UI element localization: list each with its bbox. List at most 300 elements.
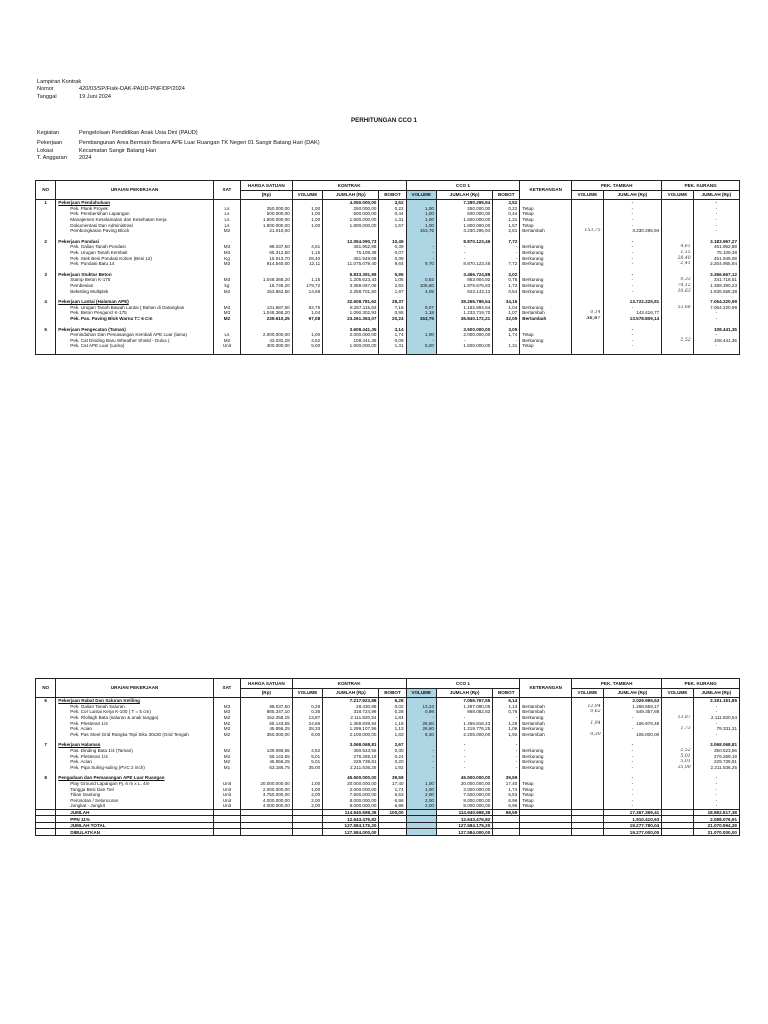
tambah-jumlah-cell: - bbox=[603, 239, 662, 245]
total-row bbox=[36, 829, 740, 836]
cco-bobot-cell: - bbox=[493, 748, 520, 754]
sat-cell: Ls bbox=[213, 211, 240, 217]
empty-cell bbox=[56, 349, 214, 355]
sat-cell: Ls bbox=[213, 206, 240, 212]
kontrak-volume-cell: 5,01 bbox=[292, 759, 322, 765]
no-cell: 4 bbox=[36, 299, 56, 305]
cco-bobot-cell: 6,96 bbox=[493, 803, 520, 809]
sat-cell: M2 bbox=[213, 316, 240, 322]
kurang-jumlah-cell: 21.070.000,00 bbox=[693, 829, 739, 836]
cco-bobot-cell: 0,44 bbox=[493, 211, 520, 217]
kontrak-jumlah-cell: 1.500.000,00 bbox=[323, 343, 379, 349]
contract-header bbox=[37, 79, 185, 101]
uraian-cell: Pek. Cor Lantai Kerja K-100 ( T = 5 cm) bbox=[56, 709, 214, 715]
kontrak-jumlah-cell: 7.500.000,00 bbox=[323, 792, 379, 798]
keterangan-cell: Tetap bbox=[520, 332, 572, 338]
sat-cell: M2 bbox=[213, 288, 240, 294]
cco-jumlah-cell: 8.870.123,46 bbox=[436, 261, 492, 267]
uraian-cell: Pek. Pas Steel Grid Rangka Tepi Siku 30x30 (Grid Tengah bbox=[56, 732, 214, 738]
tambah-jumlah-cell: - bbox=[603, 217, 662, 223]
cco-volume-cell bbox=[406, 829, 436, 836]
cco-bobot-cell: 32,05 bbox=[493, 316, 520, 322]
uraian-cell: Pekerjaan Rabat Dan Saluran Keliling bbox=[56, 698, 214, 704]
kontrak-bobot-cell: 5,95 bbox=[379, 272, 406, 278]
kurang-volume-cell: 35,00 bbox=[662, 765, 694, 771]
cco-bobot-cell bbox=[493, 816, 520, 823]
cco-volume-cell: 1,00 bbox=[406, 786, 436, 792]
cco-bobot-cell: 0,75 bbox=[493, 277, 520, 283]
tambah-jumlah-cell: 143.416,77 bbox=[603, 310, 662, 316]
no-cell: 2 bbox=[36, 239, 56, 245]
keterangan-cell: Berkurang bbox=[520, 337, 572, 343]
cco-volume-cell: - bbox=[406, 250, 436, 256]
sat-cell: M2 bbox=[213, 337, 240, 343]
tambah-jumlah-cell: - bbox=[603, 792, 662, 798]
cco-bobot-cell: 1,31 bbox=[493, 343, 520, 349]
kurang-jumlah-cell: 350.523,56 bbox=[693, 748, 739, 754]
kontrak-jumlah-cell: 108.441,35 bbox=[323, 337, 379, 343]
kontrak-jumlah-cell: 8.000.000,00 bbox=[323, 803, 379, 809]
cco-volume-cell: 2,00 bbox=[406, 803, 436, 809]
cco-volume-cell: 26,60 bbox=[406, 726, 436, 732]
kurang-volume-cell: 74,12 bbox=[662, 283, 694, 289]
no-cell bbox=[36, 822, 56, 829]
table-2-body bbox=[36, 698, 740, 836]
kontrak-bobot-cell: 1,18 bbox=[379, 720, 406, 726]
cco-jumlah-cell: - bbox=[436, 250, 492, 256]
sat-cell: M2 bbox=[213, 715, 240, 721]
cco-jumlah-cell: 127.584.000,00 bbox=[436, 829, 492, 836]
harga-cell: 2.000.000,00 bbox=[240, 332, 292, 338]
kurang-jumlah-cell: - bbox=[693, 792, 739, 798]
cco-jumlah-cell: 1.233.719,70 bbox=[436, 310, 492, 316]
empty-cell bbox=[520, 349, 572, 355]
kontrak-bobot-cell: 0,02 bbox=[379, 704, 406, 710]
kontrak-volume-cell: 1,00 bbox=[292, 217, 322, 223]
total-row bbox=[36, 822, 740, 829]
cco-bobot-cell: 1,04 bbox=[493, 305, 520, 311]
harga-cell: 65.312,50 bbox=[240, 250, 292, 256]
header-harga: HARGA SATUAN bbox=[240, 181, 292, 191]
keterangan-cell: Berkurang bbox=[520, 753, 572, 759]
kontrak-jumlah-cell: 451.949,08 bbox=[323, 255, 379, 261]
cco-bobot-cell: 1,06 bbox=[493, 726, 520, 732]
cco-volume-cell: 1,00 bbox=[406, 217, 436, 223]
kontrak-bobot-cell: 3,52 bbox=[379, 200, 406, 206]
kurang-jumlah-cell: 3.068.068,81 bbox=[693, 742, 739, 748]
keterangan-cell: Bertambah bbox=[520, 316, 572, 322]
tambah-jumlah-cell: - bbox=[603, 715, 662, 721]
header-volume: VOLUME bbox=[572, 191, 604, 200]
no-cell bbox=[36, 829, 56, 836]
cco-jumlah-cell: - bbox=[436, 244, 492, 250]
empty-cell bbox=[662, 349, 694, 355]
lokasi-row bbox=[37, 148, 320, 155]
project-info bbox=[37, 130, 320, 162]
uraian-cell: Bekisting Multiplek bbox=[56, 288, 214, 294]
kontrak-bobot-cell: 6,96 bbox=[379, 798, 406, 804]
total-label: JUMLAH bbox=[56, 809, 214, 816]
keterangan-cell: Berkurang bbox=[520, 715, 572, 721]
uraian-cell: Titian Gantung bbox=[56, 792, 214, 798]
harga-cell: 139.096,65 bbox=[240, 748, 292, 754]
harga-cell: 45.856,25 bbox=[240, 726, 292, 732]
kontrak-bobot-cell bbox=[379, 829, 406, 836]
tambah-jumlah-cell: - bbox=[603, 798, 662, 804]
cco-bobot-cell: 0,76 bbox=[493, 709, 520, 715]
kontrak-jumlah-cell: 1.205.623,43 bbox=[323, 277, 379, 283]
uraian-cell: Dokumentasi Dan Administrasi bbox=[56, 222, 214, 228]
cco-jumlah-cell: 114.940.698,38 bbox=[436, 809, 492, 816]
kontrak-volume-cell: 1,00 bbox=[292, 786, 322, 792]
kurang-jumlah-cell: 7.064.220,99 bbox=[693, 299, 739, 305]
cco-volume-cell: 2,00 bbox=[406, 798, 436, 804]
empty-cell bbox=[572, 349, 604, 355]
tambah-jumlah-cell: 19.277.780,04 bbox=[603, 822, 662, 829]
tambah-jumlah-cell: - bbox=[603, 255, 662, 261]
kontrak-bobot-cell: 100,00 bbox=[379, 809, 406, 816]
cco-volume-cell: 1,00 bbox=[406, 211, 436, 217]
harga-cell: 1.800.000,00 bbox=[240, 222, 292, 228]
cco-bobot-cell: - bbox=[493, 244, 520, 250]
header-harga: HARGA SATUAN bbox=[240, 679, 292, 689]
harga-cell: 98.037,50 bbox=[240, 704, 292, 710]
harga-cell: 4.000.000,00 bbox=[240, 798, 292, 804]
uraian-cell: Pek. Pondasi Batu 14 bbox=[56, 261, 214, 267]
kontrak-jumlah-cell: 6.833.391,99 bbox=[323, 272, 379, 278]
uraian-cell: Pek. Acian bbox=[56, 759, 214, 765]
kontrak-bobot-cell: 0,28 bbox=[379, 709, 406, 715]
kontrak-jumlah-cell: 8.000.000,00 bbox=[323, 798, 379, 804]
uraian-cell: Play Ground Lapangan Pj. 6 m x L. 4m bbox=[56, 781, 214, 787]
cco-table-2 bbox=[35, 678, 740, 836]
kurang-volume-cell bbox=[662, 816, 694, 823]
keterangan-cell: Berkurang bbox=[520, 726, 572, 732]
kontrak-volume-cell: 2,52 bbox=[292, 748, 322, 754]
cco-jumlah-cell: 8.870.123,46 bbox=[436, 239, 492, 245]
sat-cell bbox=[213, 829, 240, 836]
cco-volume-cell: 6,30 bbox=[406, 732, 436, 738]
kontrak-jumlah-cell: 1.090.302,93 bbox=[323, 310, 379, 316]
cco-volume-cell: 9,70 bbox=[406, 261, 436, 267]
header-row-1 bbox=[36, 181, 740, 191]
harga-cell: 885.347,10 bbox=[240, 709, 292, 715]
header-bobot: BOBOT bbox=[493, 191, 520, 200]
cco-jumlah-cell: - bbox=[436, 337, 492, 343]
kurang-jumlah-cell: - bbox=[693, 798, 739, 804]
kurang-volume-cell: 0,33 bbox=[662, 277, 694, 283]
harga-cell: 2.000.000,00 bbox=[240, 786, 292, 792]
sat-cell: Unit bbox=[213, 786, 240, 792]
tambah-jumlah-cell: 106.978,49 bbox=[603, 720, 662, 726]
kurang-jumlah-cell: - bbox=[693, 211, 739, 217]
cco-volume-cell: - bbox=[406, 244, 436, 250]
tanggaran-value: 2024 bbox=[79, 154, 92, 161]
cco-bobot-cell: 3,05 bbox=[493, 326, 520, 332]
cco-jumlah-cell: 8.000.000,00 bbox=[436, 803, 492, 809]
tambah-volume-cell bbox=[572, 829, 604, 836]
uraian-cell: Pekerjaan Halaman bbox=[56, 742, 214, 748]
kontrak-volume-cell: 14,68 bbox=[292, 288, 322, 294]
uraian-cell: Pek. Stek Besi Pondasi Kolom (Besi 12) bbox=[56, 255, 214, 261]
kontrak-volume-cell: 1,00 bbox=[292, 211, 322, 217]
cco-bobot-cell: 1,92 bbox=[493, 732, 520, 738]
cco-jumlah-cell: 7.500.000,00 bbox=[436, 792, 492, 798]
header-volume: VOLUME bbox=[406, 689, 436, 698]
cco-jumlah-cell: 1.297.090,05 bbox=[436, 704, 492, 710]
kurang-jumlah-cell: - bbox=[693, 775, 739, 781]
tambah-jumlah-cell: - bbox=[603, 222, 662, 228]
cco-volume-cell: 0,98 bbox=[406, 709, 436, 715]
cco-jumlah-cell: 39.266.786,54 bbox=[436, 299, 492, 305]
kurang-jumlah-cell: 2.211.536,25 bbox=[693, 765, 739, 771]
tambah-jumlah-cell: - bbox=[603, 775, 662, 781]
kontrak-volume-cell: 2,00 bbox=[292, 798, 322, 804]
cco-jumlah-cell: 20.000.000,00 bbox=[436, 781, 492, 787]
sat-cell: Unit bbox=[213, 798, 240, 804]
uraian-cell: Pembongkaran Paving Block bbox=[56, 228, 214, 234]
kontrak-jumlah-cell: 12.643.476,82 bbox=[323, 816, 379, 823]
cco-jumlah-cell: 2.205.000,00 bbox=[436, 732, 492, 738]
kontrak-bobot-cell: 0,39 bbox=[379, 244, 406, 250]
kurang-jumlah-cell: 108.441,35 bbox=[693, 326, 739, 332]
kurang-jumlah-cell: 108.441,35 bbox=[693, 337, 739, 343]
kontrak-bobot-cell: 9,64 bbox=[379, 261, 406, 267]
kontrak-bobot-cell: 28,37 bbox=[379, 299, 406, 305]
kontrak-bobot-cell: 0,20 bbox=[379, 759, 406, 765]
uraian-cell: Pek. Urugan Tanah Bawah Lantai ( Bahan di Datangkan bbox=[56, 305, 214, 311]
kontrak-bobot-cell: 1,84 bbox=[379, 715, 406, 721]
header-volume: VOLUME bbox=[292, 191, 322, 200]
keterangan-cell: Tetap bbox=[520, 206, 572, 212]
harga-cell: 55.143,55 bbox=[240, 753, 292, 759]
header-keterangan: KETERANGAN bbox=[520, 181, 572, 200]
tambah-jumlah-cell: - bbox=[603, 742, 662, 748]
cco-volume-cell: 1,00 bbox=[406, 222, 436, 228]
kontrak-jumlah-cell: 3.608.441,35 bbox=[323, 326, 379, 332]
harga-cell: 1.500.000,00 bbox=[240, 217, 292, 223]
harga-cell: 63.186,75 bbox=[240, 765, 292, 771]
no-cell: 8 bbox=[36, 775, 56, 781]
keterangan-cell: Berkurang bbox=[520, 255, 572, 261]
kurang-volume-cell: 5,01 bbox=[662, 759, 694, 765]
cco-volume-cell: - bbox=[406, 715, 436, 721]
cco-bobot-cell: 6,53 bbox=[493, 792, 520, 798]
header-volume: VOLUME bbox=[406, 191, 436, 200]
cco-bobot-cell: 1,07 bbox=[493, 310, 520, 316]
cco-bobot-cell: 2,81 bbox=[493, 228, 520, 234]
keterangan-cell: Tetap bbox=[520, 222, 572, 228]
kurang-jumlah-cell: 1.389.390,23 bbox=[693, 283, 739, 289]
kontrak-jumlah-cell: 75.109,38 bbox=[323, 250, 379, 256]
tambah-jumlah-cell: - bbox=[603, 803, 662, 809]
uraian-cell: Pek. Rlollagh Bata (saluran & anak tangga) bbox=[56, 715, 214, 721]
kurang-volume-cell: 2,41 bbox=[662, 261, 694, 267]
kurang-jumlah-cell: 451.949,08 bbox=[693, 255, 739, 261]
empty-cell bbox=[406, 349, 436, 355]
harga-cell: 3.750.000,00 bbox=[240, 792, 292, 798]
cco-volume-cell: 1,18 bbox=[406, 310, 436, 316]
keterangan-cell: Tetap bbox=[520, 798, 572, 804]
cco-bobot-cell bbox=[493, 822, 520, 829]
kontrak-volume-cell: 179,72 bbox=[292, 283, 322, 289]
tambah-volume-cell: 56,67 bbox=[572, 316, 604, 322]
kontrak-jumlah-cell: 229.739,81 bbox=[323, 759, 379, 765]
kurang-jumlah-cell: 79.331,31 bbox=[693, 726, 739, 732]
kontrak-jumlah-cell: 2.111.820,54 bbox=[323, 715, 379, 721]
cco-jumlah-cell: 500.000,00 bbox=[436, 211, 492, 217]
kontrak-volume-cell: 1,00 bbox=[292, 781, 322, 787]
tambah-jumlah-cell: 2.029.995,53 bbox=[603, 698, 662, 704]
lampiran-label: Lampiran Kontrak bbox=[37, 79, 82, 85]
cco-bobot-cell: - bbox=[493, 742, 520, 748]
kurang-volume-cell: 1,73 bbox=[662, 726, 694, 732]
tambah-jumlah-cell: - bbox=[603, 200, 662, 206]
empty-cell bbox=[292, 349, 322, 355]
cco-jumlah-cell: 36.840.172,21 bbox=[436, 316, 492, 322]
keterangan-cell: Berkurang bbox=[520, 283, 572, 289]
no-cell: 1 bbox=[36, 200, 56, 206]
empty-cell bbox=[379, 349, 406, 355]
cco-bobot-cell: 1,74 bbox=[493, 786, 520, 792]
harga-cell: 4.000.000,00 bbox=[240, 803, 292, 809]
harga-cell: 43.032,28 bbox=[240, 337, 292, 343]
cco-bobot-cell: 1,72 bbox=[493, 283, 520, 289]
uraian-cell: Manajemen Keselamatan dan Kesehatan Kerja bbox=[56, 217, 214, 223]
cco-jumlah-cell: 1.800.000,00 bbox=[436, 222, 492, 228]
cco-bobot-cell: 17,40 bbox=[493, 781, 520, 787]
kontrak-volume-cell bbox=[292, 816, 322, 823]
cco-jumlah-cell: 8.000.000,00 bbox=[436, 798, 492, 804]
cco-bobot-cell: 0,54 bbox=[493, 288, 520, 294]
harga-cell bbox=[240, 816, 292, 823]
kontrak-jumlah-cell: 1.299.107,56 bbox=[323, 726, 379, 732]
header-bobot: BOBOT bbox=[379, 689, 406, 698]
kontrak-bobot-cell: 1,83 bbox=[379, 732, 406, 738]
harga-cell: 239.610,25 bbox=[240, 316, 292, 322]
header-pek-tambah: PEK. TAMBAH bbox=[572, 181, 662, 191]
cco-jumlah-cell: 1.500.000,00 bbox=[436, 343, 492, 349]
kurang-jumlah-cell: - bbox=[693, 720, 739, 726]
sat-cell: M2 bbox=[213, 726, 240, 732]
sat-cell: M2 bbox=[213, 720, 240, 726]
kontrak-volume-cell: 1,15 bbox=[292, 250, 322, 256]
kontrak-jumlah-cell: 127.584.000,00 bbox=[323, 829, 379, 836]
cco-table-1 bbox=[35, 180, 740, 355]
kurang-jumlah-cell: - bbox=[693, 222, 739, 228]
cco-jumlah-cell: 623.143,13 bbox=[436, 288, 492, 294]
kontrak-jumlah-cell: 3.068.068,81 bbox=[323, 742, 379, 748]
cco-volume-cell: 13,23 bbox=[406, 704, 436, 710]
tambah-jumlah-cell: 105.000,00 bbox=[603, 732, 662, 738]
kontrak-jumlah-cell: 114.940.698,38 bbox=[323, 809, 379, 816]
tambah-jumlah-cell: - bbox=[603, 781, 662, 787]
tambah-jumlah-cell: - bbox=[603, 748, 662, 754]
kontrak-bobot-cell: 10,49 bbox=[379, 239, 406, 245]
keterangan-cell: Tetap bbox=[520, 792, 572, 798]
uraian-cell: Pek. Plesteran 1/4 bbox=[56, 720, 214, 726]
uraian-cell: Pemindahan Dan Pemasangan Kembali APE Luar (lama) bbox=[56, 332, 214, 338]
kurang-jumlah-cell: 21.070.594,29 bbox=[693, 822, 739, 829]
cco-jumlah-cell: 2.000.000,00 bbox=[436, 332, 492, 338]
cco-jumlah-cell: 1.500.000,00 bbox=[436, 217, 492, 223]
kontrak-jumlah-cell: 2.000.000,00 bbox=[323, 332, 379, 338]
tambah-jumlah-cell: - bbox=[603, 283, 662, 289]
cco-bobot-cell: - bbox=[493, 250, 520, 256]
cco-jumlah-cell: 3.230.295,94 bbox=[436, 228, 492, 234]
tambah-jumlah-cell: - bbox=[603, 206, 662, 212]
cco-bobot-cell bbox=[493, 829, 520, 836]
kontrak-volume-cell: 5,00 bbox=[292, 343, 322, 349]
cco-jumlah-cell: 127.584.175,20 bbox=[436, 822, 492, 829]
total-label: PPN 11% bbox=[56, 816, 214, 823]
kontrak-bobot-cell: 0,95 bbox=[379, 310, 406, 316]
uraian-cell: Pembesian bbox=[56, 283, 214, 289]
tambah-jumlah-cell: 19.277.000,00 bbox=[603, 829, 662, 836]
sat-cell: Ls bbox=[213, 332, 240, 338]
kegiatan-value: Pengelolaan Pendidikan Anak Usia Dini (PAUD) bbox=[79, 130, 198, 136]
keterangan-cell: Berkurang bbox=[520, 288, 572, 294]
header-bobot: BOBOT bbox=[379, 191, 406, 200]
sat-cell: Ls bbox=[213, 217, 240, 223]
keterangan-cell bbox=[520, 822, 572, 829]
header-harga-unit: (Rp) bbox=[240, 689, 292, 698]
tambah-volume-cell: 0,62 bbox=[572, 709, 604, 715]
tambah-jumlah-cell: - bbox=[603, 250, 662, 256]
keterangan-cell: Tetap bbox=[520, 343, 572, 349]
kontrak-bobot-cell: 0,30 bbox=[379, 748, 406, 754]
kontrak-volume-cell: 2,00 bbox=[292, 792, 322, 798]
no-cell: 7 bbox=[36, 742, 56, 748]
tanggal-row bbox=[37, 94, 185, 101]
cco-volume-cell: 1,00 bbox=[406, 332, 436, 338]
kontrak-bobot-cell: 1,92 bbox=[379, 765, 406, 771]
kontrak-jumlah-cell: 32.608.781,62 bbox=[323, 299, 379, 305]
uraian-cell: Pek. Pas. Paving Blok Warna T= 6 Cm bbox=[56, 316, 214, 322]
cco-bobot-cell: 98,59 bbox=[493, 809, 520, 816]
cco-volume-cell bbox=[406, 816, 436, 823]
tambah-jumlah-cell: 1.268.659,17 bbox=[603, 704, 662, 710]
uraian-cell: Pek. Beton Penguncl K-175 bbox=[56, 310, 214, 316]
kurang-jumlah-cell: 2.088.076,91 bbox=[693, 816, 739, 823]
nomor-value: 420/03/SP/Fisik-DAK-PAUD-PNF/DP/2024 bbox=[79, 86, 185, 93]
kontrak-bobot-cell: 6,96 bbox=[379, 803, 406, 809]
kontrak-bobot-cell: 1,31 bbox=[379, 343, 406, 349]
kurang-jumlah-cell: - bbox=[693, 200, 739, 206]
empty-cell bbox=[693, 349, 739, 355]
kurang-volume-cell bbox=[662, 822, 694, 829]
no-cell bbox=[36, 816, 56, 823]
keterangan-cell: Bertambah bbox=[520, 732, 572, 738]
tambah-jumlah-cell: - bbox=[603, 753, 662, 759]
empty-cell bbox=[240, 349, 292, 355]
kurang-volume-cell: 10,63 bbox=[662, 288, 694, 294]
kurang-jumlah-cell: 75.109,38 bbox=[693, 250, 739, 256]
keterangan-cell: Tetap bbox=[520, 781, 572, 787]
kontrak-bobot-cell: 17,40 bbox=[379, 781, 406, 787]
header-row-1 bbox=[36, 679, 740, 689]
cco-volume-cell: - bbox=[406, 753, 436, 759]
kontrak-volume-cell: 1,15 bbox=[292, 277, 322, 283]
sat-cell: M3 bbox=[213, 244, 240, 250]
kurang-jumlah-cell: - bbox=[693, 206, 739, 212]
cco-bobot-cell: 6,14 bbox=[493, 698, 520, 704]
kontrak-volume-cell: 1,00 bbox=[292, 332, 322, 338]
kurang-jumlah-cell: - bbox=[693, 310, 739, 316]
kontrak-jumlah-cell: 127.584.175,20 bbox=[323, 822, 379, 829]
no-cell: 3 bbox=[36, 272, 56, 278]
empty-cell bbox=[36, 349, 56, 355]
